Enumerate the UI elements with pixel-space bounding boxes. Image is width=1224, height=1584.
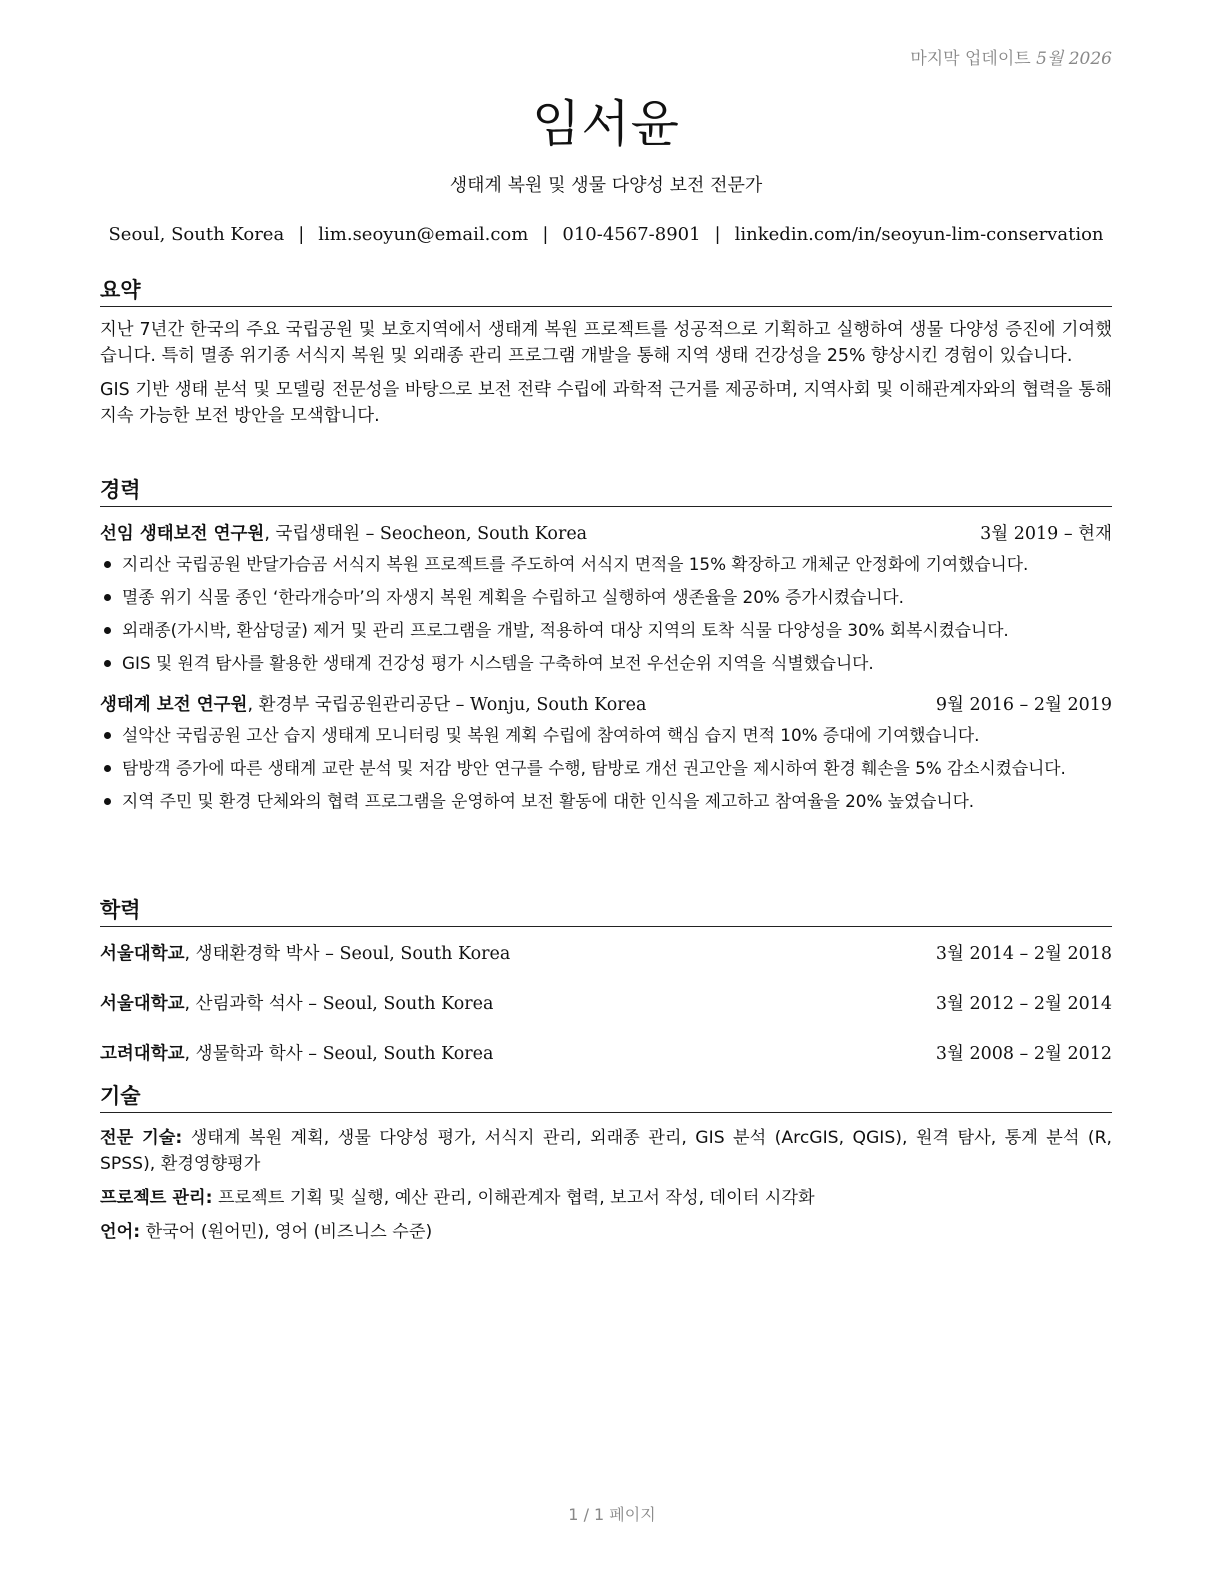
skill-text: 한국어 (원어민), 영어 (비즈니스 수준): [145, 1222, 433, 1242]
bullet-dot-icon: [104, 660, 111, 667]
bullet-dot-icon: [104, 561, 111, 568]
job-bullet-text: 지역 주민 및 환경 단체와의 협력 프로그램을 운영하여 보전 활동에 대한 인식을 제고하고 참여율을 20% 높였습니다.: [122, 791, 975, 811]
section-title-summary: 요약: [100, 276, 1112, 307]
skill-row: [100, 1219, 1112, 1245]
job-entry: [100, 521, 1112, 676]
job-title: 선임 생태보전 연구원: [100, 524, 265, 544]
education-date: 3월 2014 – 2월 2018: [935, 944, 1112, 964]
education-entry: 서울대학교, 생태환경학 박사 – Seoul, South Korea 3월 2014 – 2월 2018: [100, 941, 1112, 967]
job-bullet-text: GIS 및 원격 탐사를 활용한 생태계 건강성 평가 시스템을 구축하여 보전 우선순위 지역을 식별했습니다.: [122, 653, 874, 673]
last-updated-date: [1036, 49, 1112, 69]
bullet-dot-icon: [104, 798, 111, 805]
section-title-education: 학력: [100, 896, 1112, 927]
summary-paragraph: 지난 7년간 한국의 주요 국립공원 및 보호지역에서 생태계 복원 프로젝트를 성공적으로 기획하고 실행하여 생물 다양성 증진에 기여했습니다. 특히 멸종 위기종 서식지 복원 및 외래종 관리 프로그램 개발을 통해 지역 생태 건강성을 25% 향상시킨 경험이 있습니다.: [100, 320, 1112, 366]
contact-linkedin[interactable]: linkedin.com/in/seoyun-lim-conservation: [734, 224, 1104, 245]
job-bullet-text: 외래종(가시박, 환삼덩굴) 제거 및 관리 프로그램을 개발, 적용하여 대상 지역의 토착 식물 다양성을 30% 회복시켰습니다.: [122, 620, 1009, 640]
bullet-dot-icon: [104, 594, 111, 601]
education-degree: 생물학과 학사: [195, 1044, 303, 1064]
job-org: 국립생태원: [275, 524, 361, 544]
job-date: 3월 2019 – 현재: [980, 524, 1112, 544]
contact-separator: |: [542, 224, 549, 245]
summary-paragraph: GIS 기반 생태 분석 및 모델링 전문성을 바탕으로 보전 전략 수립에 과학적 근거를 제공하며, 지역사회 및 이해관계자와의 협력을 통해 지속 가능한 보전 방안을 모색합니다.: [100, 380, 1112, 426]
skill-text: 프로젝트 기획 및 실행, 예산 관리, 이해관계자 협력, 보고서 작성, 데이터 시각화: [217, 1188, 815, 1208]
contact-line: [100, 224, 1112, 245]
education-place: Seoul, South Korea: [322, 1044, 494, 1064]
education-degree: 생태환경학 박사: [195, 944, 320, 964]
experience-section: [100, 476, 1112, 821]
education-entry: 서울대학교, 산림과학 석사 – Seoul, South Korea 3월 2012 – 2월 2014: [100, 991, 1112, 1017]
contact-separator: |: [298, 224, 305, 245]
job-bullets: [100, 551, 1112, 676]
job-header: 선임 생태보전 연구원, 국립생태원 – Seocheon, South Korea 3월 2019 – 현재: [100, 521, 1112, 547]
job-bullet: [100, 755, 1112, 781]
section-title-skills: 기술: [100, 1082, 1112, 1113]
job-bullet-text: 탐방객 증가에 따른 생태계 교란 분석 및 저감 방안 연구를 수행, 탐방로 개선 권고안을 제시하여 환경 훼손을 5% 감소시켰습니다.: [122, 758, 1066, 778]
education-degree: 산림과학 석사: [195, 994, 303, 1014]
contact-separator: |: [714, 224, 721, 245]
job-place: Seocheon, South Korea: [379, 524, 588, 544]
job-bullet-text: 지리산 국립공원 반달가슴곰 서식지 복원 프로젝트를 주도하여 서식지 면적을 15% 확장하고 개체군 안정화에 기여했습니다.: [122, 554, 1029, 574]
education-entry: 고려대학교, 생물학과 학사 – Seoul, South Korea 3월 2008 – 2월 2012: [100, 1041, 1112, 1067]
page-number: 1 / 1 페이지: [568, 1505, 656, 1524]
education-date: 3월 2008 – 2월 2012: [935, 1044, 1112, 1064]
skill-row: [100, 1125, 1112, 1177]
job-place: Wonju, South Korea: [470, 695, 647, 715]
education-date: 3월 2012 – 2월 2014: [935, 994, 1112, 1014]
contact-phone: 010-4567-8901: [562, 224, 701, 245]
job-bullet: [100, 722, 1112, 748]
summary-section: [100, 276, 1112, 429]
education-section: [100, 896, 1112, 1067]
bullet-dot-icon: [104, 765, 111, 772]
education-place: Seoul, South Korea: [339, 944, 511, 964]
last-updated: [910, 44, 1112, 69]
last-updated-year: 2026: [1068, 49, 1112, 69]
contact-location: Seoul, South Korea: [108, 224, 285, 245]
skill-label: 전문 기술:: [100, 1128, 183, 1148]
job-bullet: [100, 650, 1112, 676]
job-bullet: [100, 617, 1112, 643]
job-org: 환경부 국립공원관리공단: [258, 695, 451, 715]
job-bullet: [100, 551, 1112, 577]
job-title: 생태계 보전 연구원: [100, 695, 248, 715]
education-school: 고려대학교: [100, 1044, 185, 1064]
education-school: 서울대학교: [100, 994, 185, 1014]
job-bullet: [100, 584, 1112, 610]
job-header: 생태계 보전 연구원, 환경부 국립공원관리공단 – Wonju, South Korea 9월 2016 – 2월 2019: [100, 692, 1112, 718]
skill-text: 생태계 복원 계획, 생물 다양성 평가, 서식지 관리, 외래종 관리, GIS 분석 (ArcGIS, QGIS), 원격 탐사, 통계 분석 (R, SPSS), 환경영향평가: [100, 1128, 1113, 1174]
bullet-dot-icon: [104, 732, 111, 739]
skill-label: 언어:: [100, 1222, 141, 1242]
education-school: 서울대학교: [100, 944, 185, 964]
job-bullet-text: 설악산 국립공원 고산 습지 생태계 모니터링 및 복원 계획 수립에 참여하여 핵심 습지 면적 10% 증대에 기여했습니다.: [122, 725, 980, 745]
skills-section: [100, 1082, 1112, 1245]
skill-row: [100, 1185, 1112, 1211]
last-updated-prefix: 마지막 업데이트: [910, 49, 1031, 69]
job-bullets: [100, 722, 1112, 814]
job-bullet: [100, 788, 1112, 814]
job-bullet-text: 멸종 위기 식물 종인 ‘한라개승마’의 자생지 복원 계획을 수립하고 실행하여 생존율을 20% 증가시켰습니다.: [122, 587, 904, 607]
candidate-tagline: 생태계 복원 및 생물 다양성 보전 전문가: [449, 175, 763, 196]
section-title-experience: 경력: [100, 476, 1112, 507]
job-entry: [100, 692, 1112, 814]
contact-email[interactable]: lim.seoyun@email.com: [318, 224, 529, 245]
bullet-dot-icon: [104, 627, 111, 634]
education-place: Seoul, South Korea: [322, 994, 494, 1014]
job-date: 9월 2016 – 2월 2019: [935, 695, 1112, 715]
last-updated-month: 5월: [1036, 49, 1064, 69]
skill-label: 프로젝트 관리:: [100, 1188, 213, 1208]
candidate-name: 임서윤: [532, 95, 680, 153]
